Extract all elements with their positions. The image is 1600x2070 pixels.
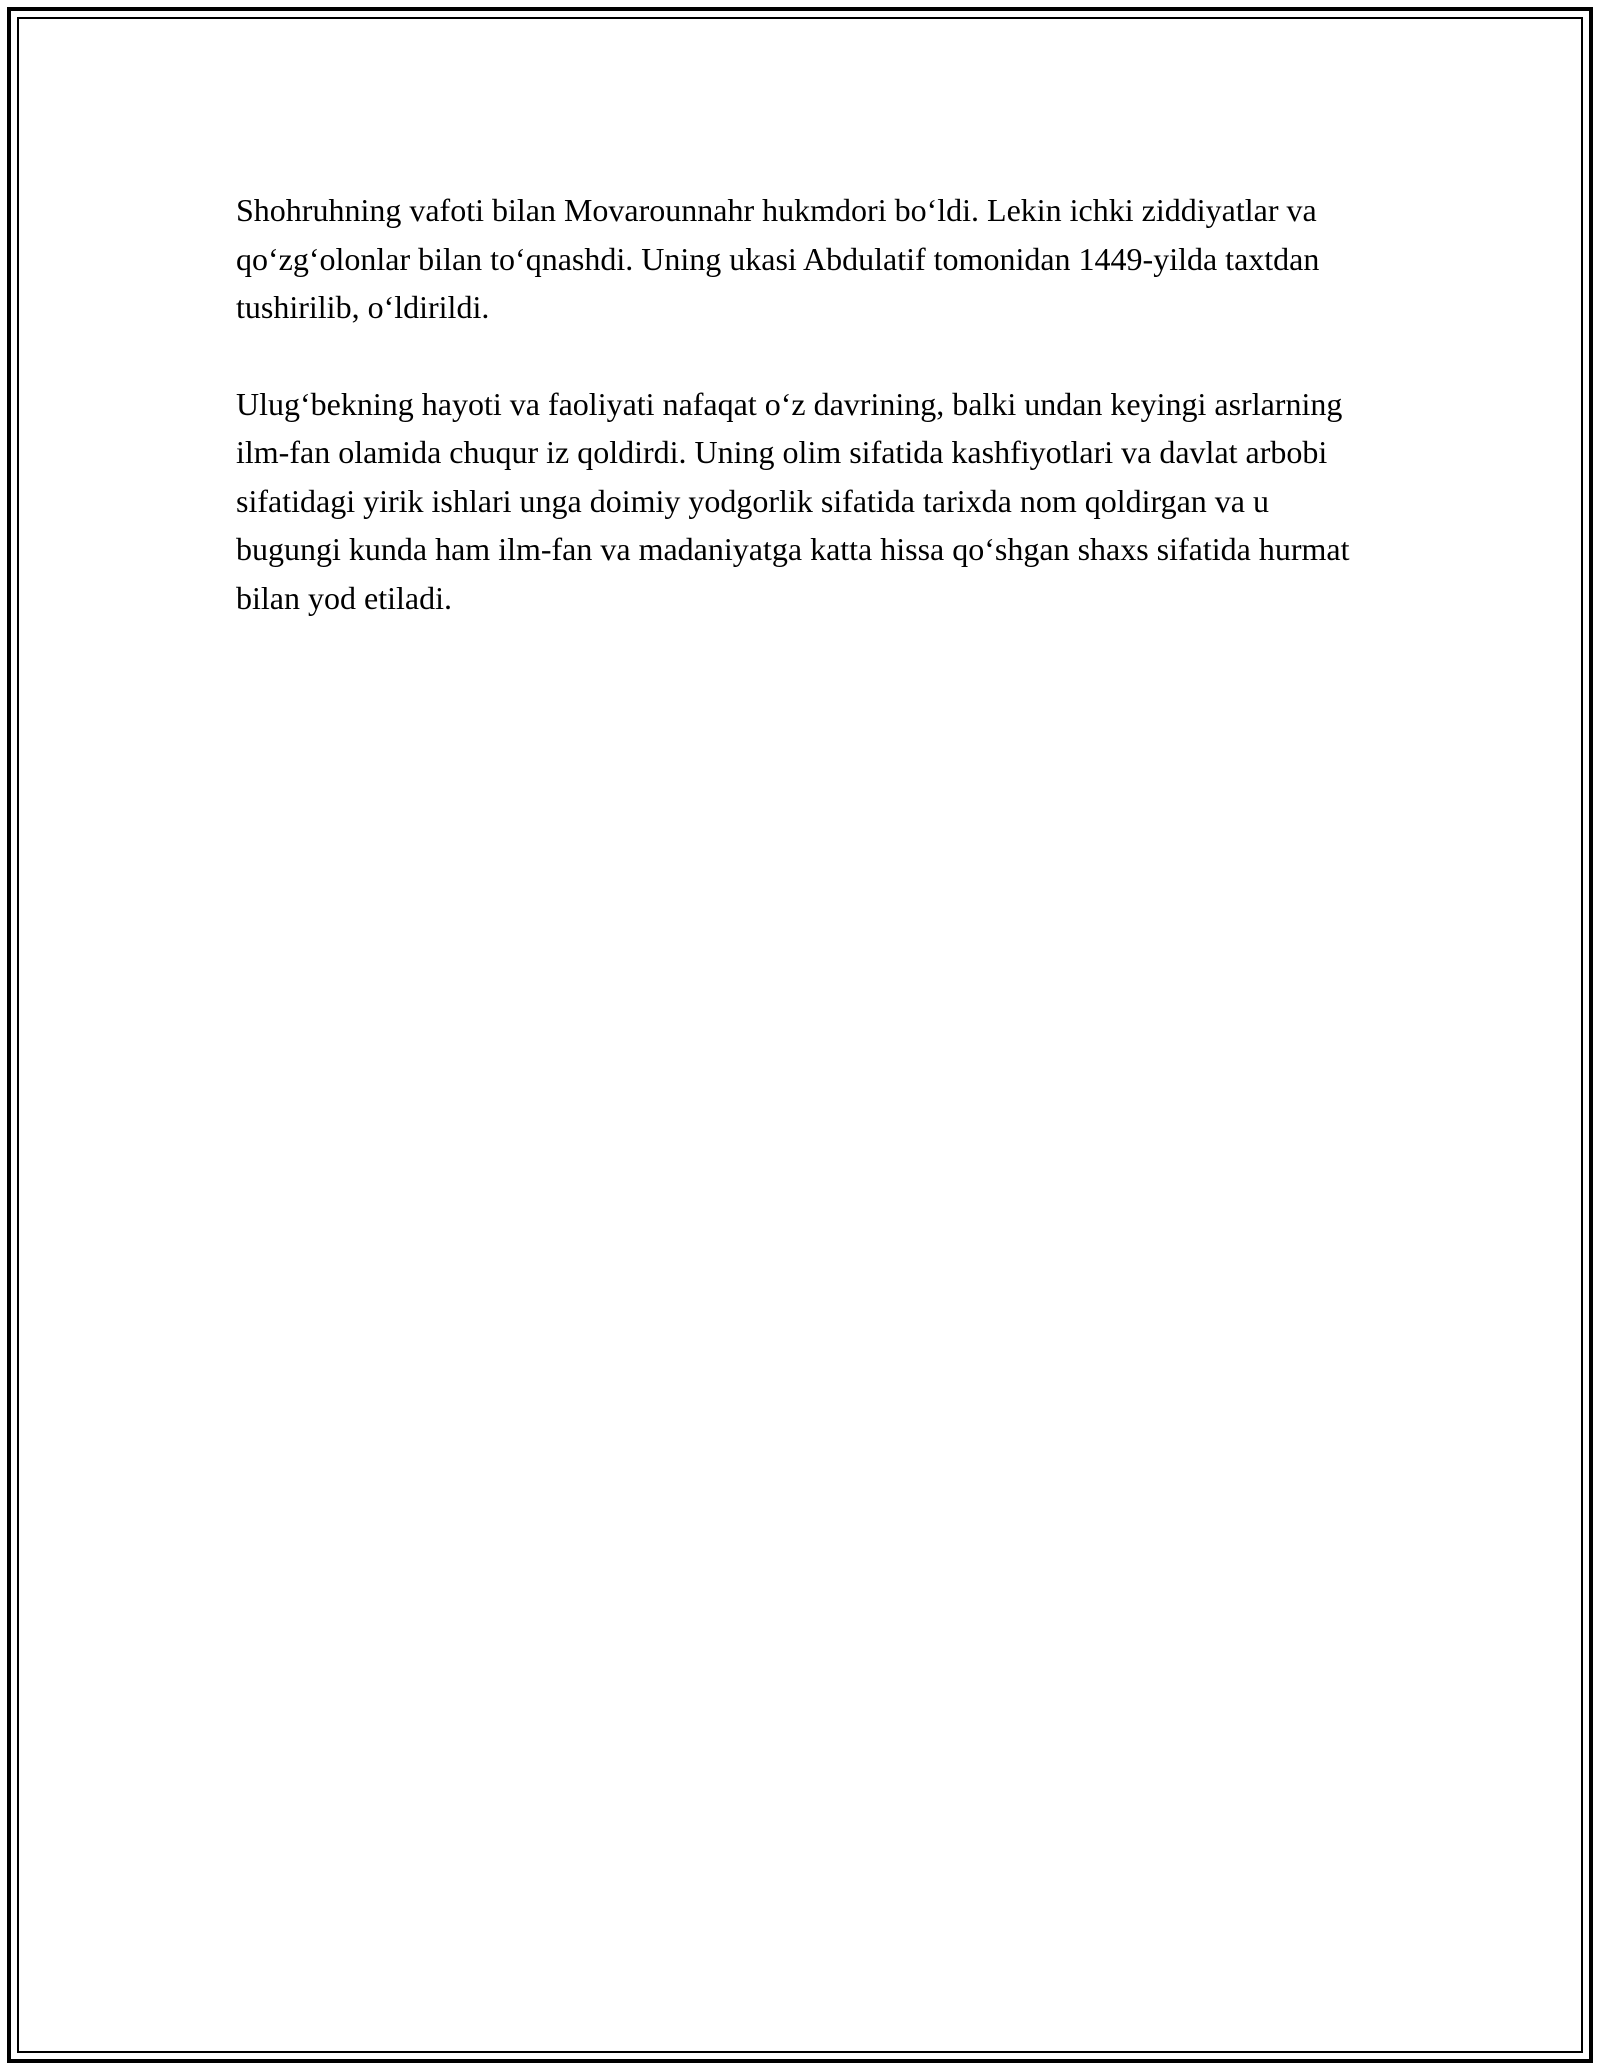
document-body	[236, 186, 1366, 670]
paragraph-1: Shohruhning vafoti bilan Movarounnahr hukmdori bo‘ldi. Lekin ichki ziddiyatlar va qo‘zg‘olonlar bilan to‘qnashdi. Uning ukasi Abdulatif tomonidan 1449-yilda taxtdan tushirilib, o‘ldirildi.	[236, 192, 1320, 325]
paragraph-2: Ulug‘bekning hayoti va faoliyati nafaqat o‘z davrining, balki undan keyingi asrlarning ilm-fan olamida chuqur iz qoldirdi. Uning olim sifatida kashfiyotlari va davlat arbobi sifatidagi yirik ishlari unga doimiy yodgorlik sifatida tarixda nom qoldirgan va u bugungi kunda ham ilm-fan va madaniyatga katta hissa qo‘shgan shaxs sifatida hurmat bilan yod etiladi.	[236, 385, 1350, 616]
